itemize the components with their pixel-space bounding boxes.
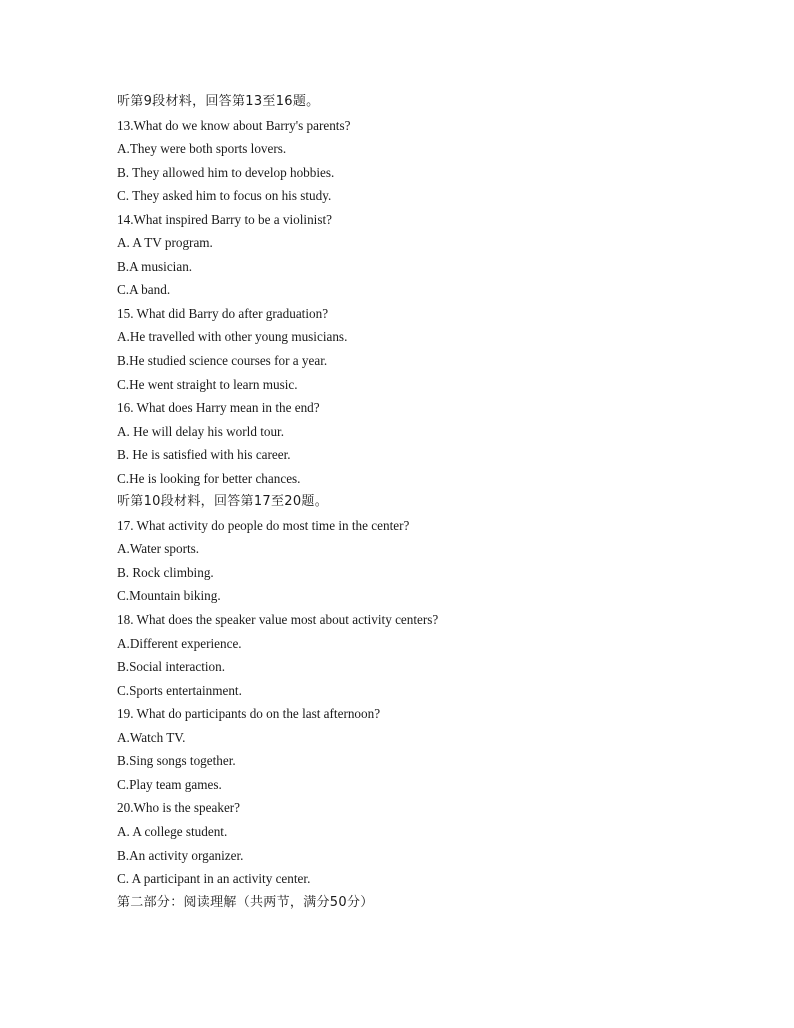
answer-option: C. A participant in an activity center. bbox=[117, 871, 311, 887]
part-two-heading: 第二部分：阅读理解（共两节，满分50分） bbox=[117, 894, 374, 910]
answer-option: B. They allowed him to develop hobbies. bbox=[117, 164, 335, 180]
answer-option: B.He studied science courses for a year. bbox=[117, 353, 328, 369]
document-page bbox=[117, 90, 757, 914]
answer-option: A.They were both sports lovers. bbox=[117, 141, 287, 157]
question-stem: 13.What do we know about Barry's parents? bbox=[117, 117, 351, 133]
answer-option: C.A band. bbox=[117, 282, 171, 298]
answer-option: C.Sports entertainment. bbox=[117, 682, 242, 698]
answer-option: A.Watch TV. bbox=[117, 729, 186, 745]
answer-option: B.Sing songs together. bbox=[117, 753, 236, 769]
question-stem: 14.What inspired Barry to be a violinist? bbox=[117, 211, 332, 227]
answer-option: C.Play team games. bbox=[117, 776, 222, 792]
answer-option: A. A college student. bbox=[117, 823, 228, 839]
answer-option: A.Water sports. bbox=[117, 541, 200, 557]
answer-option: A. A TV program. bbox=[117, 235, 213, 251]
question-stem: 18. What does the speaker value most about activity centers? bbox=[117, 612, 439, 628]
answer-option: B.Social interaction. bbox=[117, 659, 226, 675]
answer-option: A.He travelled with other young musicians. bbox=[117, 329, 348, 345]
section-heading: 听第9段材料，回答第13至16题。 bbox=[117, 94, 320, 109]
answer-option: C. They asked him to focus on his study. bbox=[117, 188, 332, 204]
question-stem: 20.Who is the speaker? bbox=[117, 800, 241, 816]
answer-option: C.He is looking for better chances. bbox=[117, 470, 301, 486]
answer-option: C.Mountain biking. bbox=[117, 588, 221, 604]
question-stem: 15. What did Barry do after graduation? bbox=[117, 305, 329, 321]
section-heading: 听第10段材料，回答第17至20题。 bbox=[117, 494, 329, 510]
answer-option: B. Rock climbing. bbox=[117, 564, 214, 580]
answer-option: C.He went straight to learn music. bbox=[117, 376, 298, 392]
answer-option: A.Different experience. bbox=[117, 635, 242, 651]
answer-option: B. He is satisfied with his career. bbox=[117, 447, 291, 463]
question-stem: 16. What does Harry mean in the end? bbox=[117, 400, 320, 416]
question-stem: 19. What do participants do on the last afternoon? bbox=[117, 706, 381, 722]
question-stem: 17. What activity do people do most time in the center? bbox=[117, 517, 410, 533]
answer-option: B.An activity organizer. bbox=[117, 847, 244, 863]
answer-option: A. He will delay his world tour. bbox=[117, 423, 285, 439]
answer-option: B.A musician. bbox=[117, 258, 193, 274]
